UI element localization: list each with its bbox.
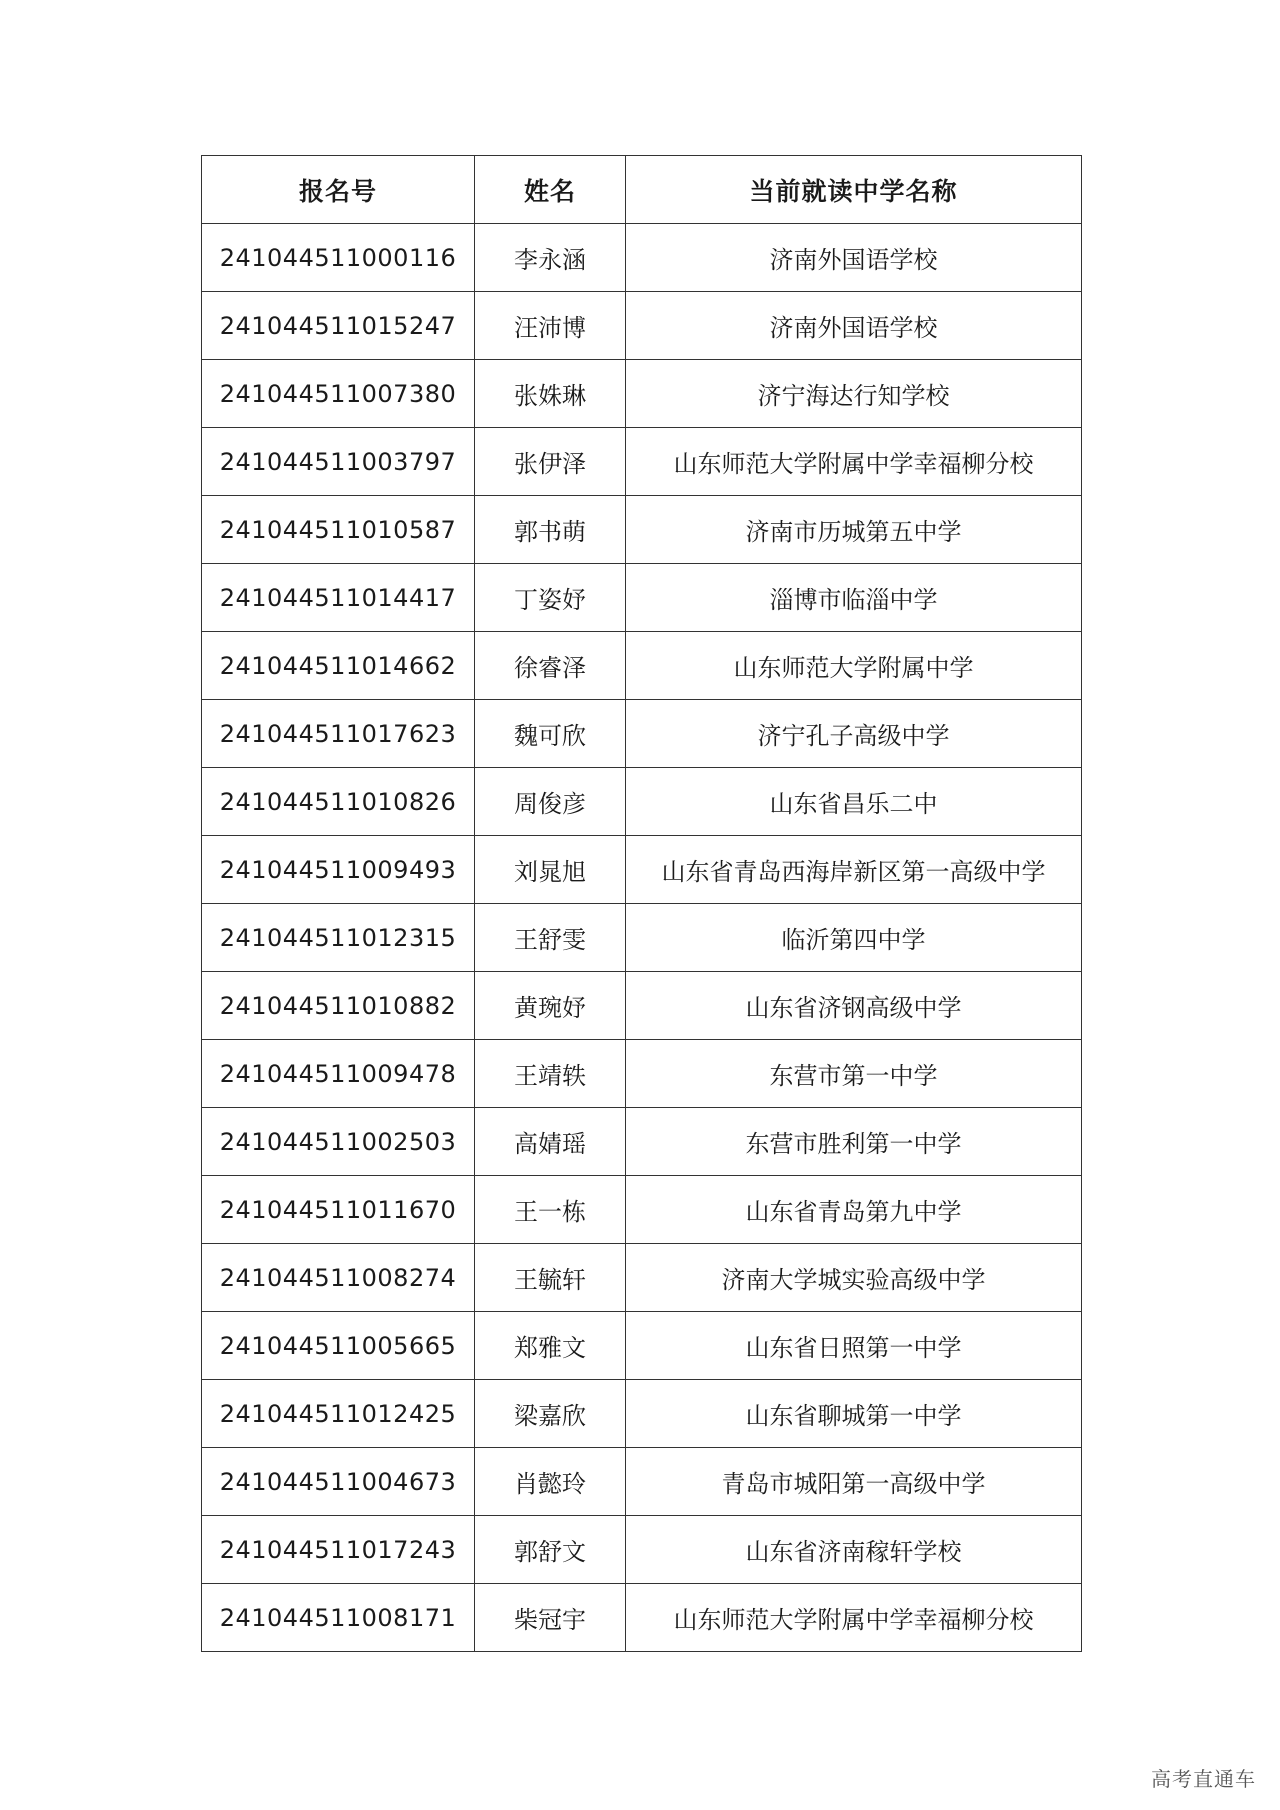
table-row: [202, 700, 1082, 768]
table-row: [202, 1380, 1082, 1448]
cell-school-name: 济宁海达行知学校: [626, 360, 1082, 428]
cell-registration-number: 241044511005665: [202, 1312, 475, 1380]
cell-registration-number: 241044511012315: [202, 904, 475, 972]
table-row: [202, 632, 1082, 700]
table-row: [202, 360, 1082, 428]
table-row: [202, 972, 1082, 1040]
cell-student-name: 徐睿泽: [475, 632, 626, 700]
cell-school-name: 济南大学城实验高级中学: [626, 1244, 1082, 1312]
cell-school-name: 山东省济南稼轩学校: [626, 1516, 1082, 1584]
cell-registration-number: 241044511008274: [202, 1244, 475, 1312]
cell-school-name: 济南外国语学校: [626, 292, 1082, 360]
cell-school-name: 山东师范大学附属中学: [626, 632, 1082, 700]
cell-student-name: 王一栋: [475, 1176, 626, 1244]
cell-student-name: 刘晁旭: [475, 836, 626, 904]
cell-student-name: 王靖轶: [475, 1040, 626, 1108]
table-row: [202, 1312, 1082, 1380]
cell-registration-number: 241044511002503: [202, 1108, 475, 1176]
cell-student-name: 郑雅文: [475, 1312, 626, 1380]
table-row: [202, 1176, 1082, 1244]
cell-student-name: 王毓轩: [475, 1244, 626, 1312]
cell-student-name: 郭舒文: [475, 1516, 626, 1584]
cell-registration-number: 241044511009493: [202, 836, 475, 904]
admission-table: [201, 155, 1082, 1652]
cell-student-name: 肖懿玲: [475, 1448, 626, 1516]
cell-student-name: 梁嘉欣: [475, 1380, 626, 1448]
cell-student-name: 丁姿妤: [475, 564, 626, 632]
cell-registration-number: 241044511017243: [202, 1516, 475, 1584]
cell-registration-number: 241044511010826: [202, 768, 475, 836]
cell-student-name: 高婧瑶: [475, 1108, 626, 1176]
header-school-name: 当前就读中学名称: [626, 156, 1082, 224]
table-row: [202, 904, 1082, 972]
cell-school-name: 东营市第一中学: [626, 1040, 1082, 1108]
watermark: 高考直通车: [1151, 1767, 1256, 1791]
table-row: [202, 496, 1082, 564]
cell-student-name: 李永涵: [475, 224, 626, 292]
cell-school-name: 山东师范大学附属中学幸福柳分校: [626, 428, 1082, 496]
cell-registration-number: 241044511000116: [202, 224, 475, 292]
cell-school-name: 山东省济钢高级中学: [626, 972, 1082, 1040]
header-row: [202, 156, 1082, 224]
cell-registration-number: 241044511011670: [202, 1176, 475, 1244]
cell-registration-number: 241044511010587: [202, 496, 475, 564]
table-row: [202, 768, 1082, 836]
cell-student-name: 郭书萌: [475, 496, 626, 564]
cell-registration-number: 241044511007380: [202, 360, 475, 428]
header-name: 姓名: [475, 156, 626, 224]
cell-school-name: 山东省聊城第一中学: [626, 1380, 1082, 1448]
cell-registration-number: 241044511012425: [202, 1380, 475, 1448]
cell-registration-number: 241044511009478: [202, 1040, 475, 1108]
cell-student-name: 张姝琳: [475, 360, 626, 428]
table-header: [202, 156, 1082, 224]
cell-student-name: 周俊彦: [475, 768, 626, 836]
cell-school-name: 济宁孔子高级中学: [626, 700, 1082, 768]
cell-school-name: 济南市历城第五中学: [626, 496, 1082, 564]
table-body: [202, 224, 1082, 1652]
table-row: [202, 564, 1082, 632]
cell-school-name: 淄博市临淄中学: [626, 564, 1082, 632]
cell-student-name: 张伊泽: [475, 428, 626, 496]
cell-school-name: 山东师范大学附属中学幸福柳分校: [626, 1584, 1082, 1652]
cell-registration-number: 241044511014417: [202, 564, 475, 632]
cell-school-name: 济南外国语学校: [626, 224, 1082, 292]
cell-registration-number: 241044511014662: [202, 632, 475, 700]
table-row: [202, 1244, 1082, 1312]
cell-school-name: 青岛市城阳第一高级中学: [626, 1448, 1082, 1516]
cell-registration-number: 241044511004673: [202, 1448, 475, 1516]
cell-student-name: 魏可欣: [475, 700, 626, 768]
cell-school-name: 山东省青岛西海岸新区第一高级中学: [626, 836, 1082, 904]
cell-school-name: 临沂第四中学: [626, 904, 1082, 972]
cell-student-name: 黄琬妤: [475, 972, 626, 1040]
table-row: [202, 1516, 1082, 1584]
table-row: [202, 292, 1082, 360]
cell-registration-number: 241044511017623: [202, 700, 475, 768]
cell-student-name: 王舒雯: [475, 904, 626, 972]
table-row: [202, 1448, 1082, 1516]
cell-registration-number: 241044511008171: [202, 1584, 475, 1652]
table-row: [202, 1584, 1082, 1652]
cell-school-name: 山东省昌乐二中: [626, 768, 1082, 836]
cell-registration-number: 241044511003797: [202, 428, 475, 496]
table-row: [202, 1108, 1082, 1176]
header-registration-number: 报名号: [202, 156, 475, 224]
cell-school-name: 东营市胜利第一中学: [626, 1108, 1082, 1176]
cell-school-name: 山东省日照第一中学: [626, 1312, 1082, 1380]
table-row: [202, 836, 1082, 904]
admission-table-container: [201, 155, 1081, 1652]
cell-student-name: 柴冠宇: [475, 1584, 626, 1652]
cell-registration-number: 241044511010882: [202, 972, 475, 1040]
cell-school-name: 山东省青岛第九中学: [626, 1176, 1082, 1244]
table-row: [202, 224, 1082, 292]
cell-registration-number: 241044511015247: [202, 292, 475, 360]
table-row: [202, 428, 1082, 496]
cell-student-name: 汪沛博: [475, 292, 626, 360]
table-row: [202, 1040, 1082, 1108]
